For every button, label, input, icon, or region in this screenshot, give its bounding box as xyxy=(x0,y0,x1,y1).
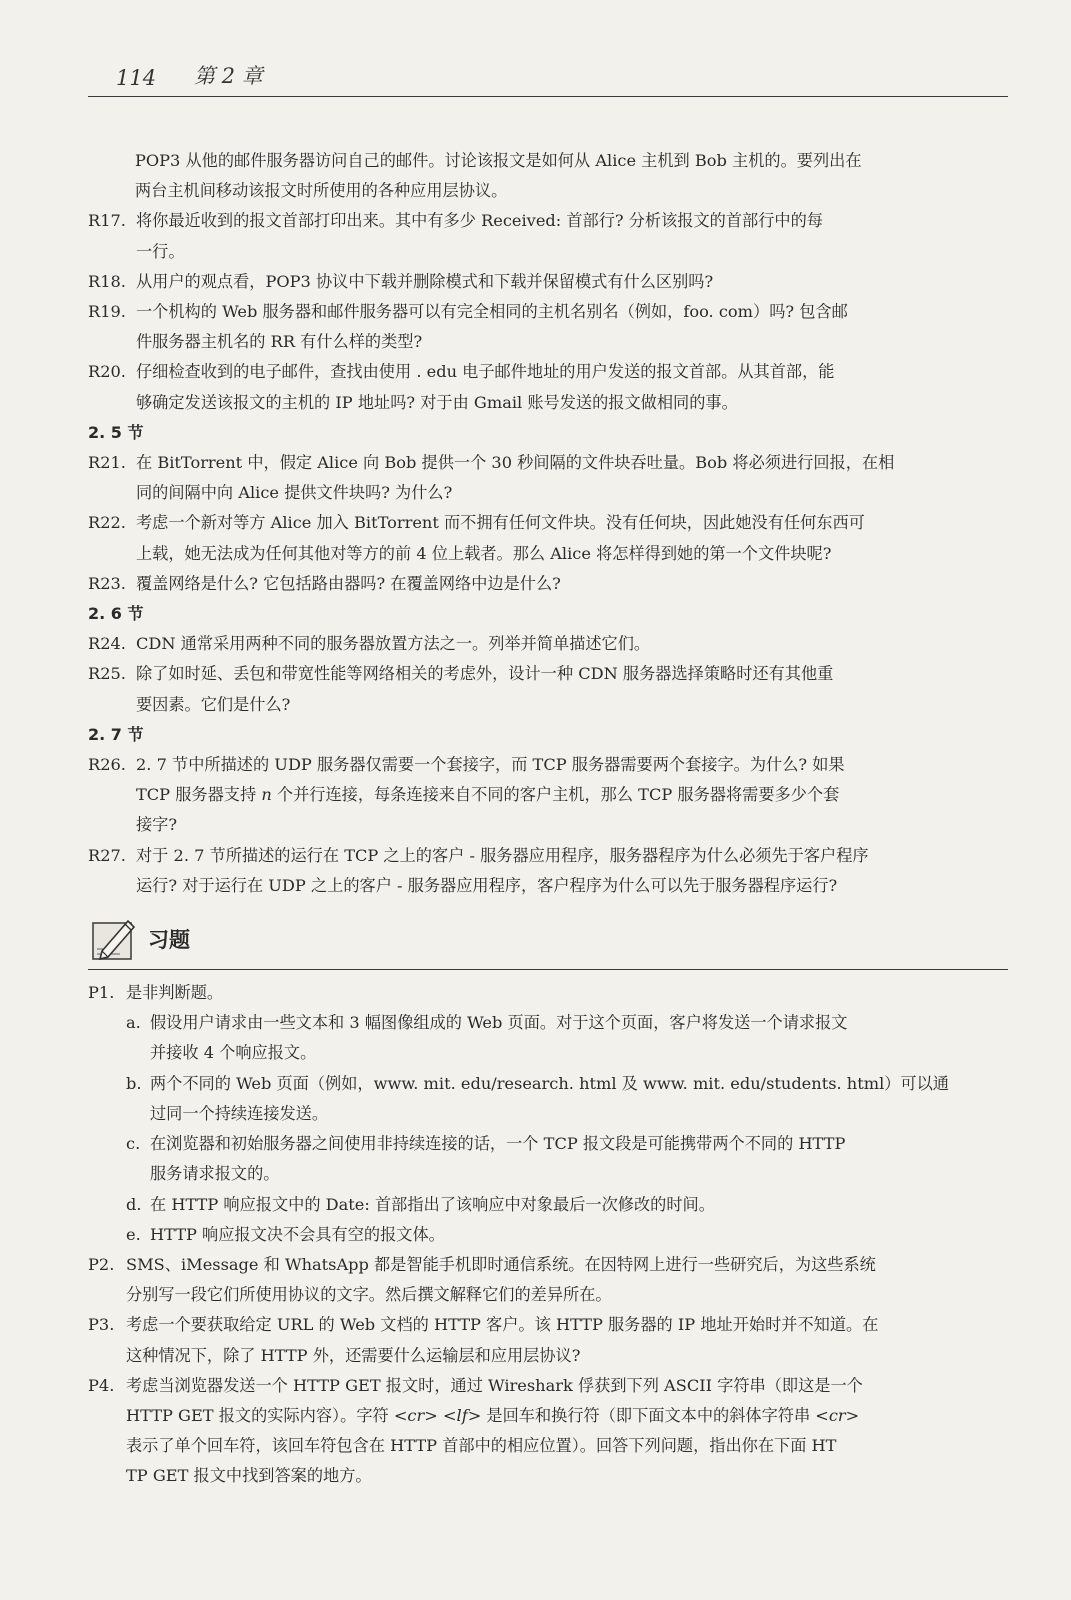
text-line: POP3 从他的邮件服务器访问自己的邮件。讨论该报文是如何从 Alice 主机到 Bob 主机的。要列出在 xyxy=(135,151,862,170)
text-line: 考虑一个要获取给定 URL 的 Web 文档的 HTTP 客户。该 HTTP 服务器的 IP 地址开始时并不知道。在 xyxy=(126,1315,879,1335)
italic-cr: cr xyxy=(828,1405,846,1425)
question-r24 xyxy=(88,629,1008,659)
text-line: HTTP 响应报文决不会具有空的报文体。 xyxy=(150,1224,445,1244)
text-segment: HTTP GET 报文的实际内容）。字符 < xyxy=(126,1405,408,1425)
text-line: 过同一个持续连接发送。 xyxy=(150,1103,329,1123)
italic-lf: lf xyxy=(456,1405,468,1425)
problem-p4 xyxy=(88,1371,1008,1492)
text-line: 件服务器主机名的 RR 有什么样的类型? xyxy=(136,332,423,352)
exercises-header xyxy=(88,915,1008,970)
text-line: 是非判断题。 xyxy=(126,983,224,1003)
text-line: 两个不同的 Web 页面（例如，www. mit. edu/research. html 及 www. mit. edu/students. html）可以通 xyxy=(150,1073,949,1093)
question-number: R27. xyxy=(88,845,126,865)
problem-p1-b xyxy=(88,1069,1008,1129)
question-r18 xyxy=(88,267,1008,297)
text-line: 这种情况下，除了 HTTP 外，还需要什么运输层和应用层协议? xyxy=(126,1345,581,1365)
text-line xyxy=(136,780,1008,810)
question-r22 xyxy=(88,508,1008,568)
text-line: 除了如时延、丢包和带宽性能等网络相关的考虑外，设计一种 CDN 服务器选择策略时还有其他重 xyxy=(136,664,834,684)
text-line: 要因素。它们是什么? xyxy=(136,694,291,714)
text-line: 两台主机间移动该报文时所使用的各种应用层协议。 xyxy=(135,181,508,201)
text-line: 运行? 对于运行在 UDP 之上的客户 - 服务器应用程序，客户程序为什么可以先于服务器程序运行? xyxy=(136,875,838,895)
problem-p1-a xyxy=(88,1008,1008,1068)
item-label: e. xyxy=(126,1224,141,1244)
text-line: 从用户的观点看，POP3 协议中下载并删除模式和下载并保留模式有什么区别吗? xyxy=(136,271,714,291)
item-label: b. xyxy=(126,1073,142,1093)
question-r19 xyxy=(88,297,1008,357)
text-line: 对于 2. 7 节所描述的运行在 TCP 之上的客户 - 服务器应用程序，服务器程序为什么必须先于客户程序 xyxy=(136,845,869,865)
text-line: SMS、iMessage 和 WhatsApp 都是智能手机即时通信系统。在因特网上进行一些研究后，为这些系统 xyxy=(126,1254,876,1274)
problem-p1-c xyxy=(88,1129,1008,1189)
italic-cr: cr xyxy=(407,1405,425,1425)
section-heading-2-6: 2. 6 节 xyxy=(88,604,144,624)
text-line: 在 BitTorrent 中，假定 Alice 向 Bob 提供一个 30 秒间隔的文件块吞吐量。Bob 将必须进行回报，在相 xyxy=(136,453,895,473)
text-line: 仔细检查收到的电子邮件，查找由使用 . edu 电子邮件地址的用户发送的报文首部。从其首部，能 xyxy=(136,362,835,382)
item-label: d. xyxy=(126,1194,142,1214)
problem-number: P2. xyxy=(88,1254,115,1274)
text-line: 够确定发送该报文的主机的 IP 地址吗? 对于由 Gmail 账号发送的报文做相同的事。 xyxy=(136,392,738,412)
problem-number: P3. xyxy=(88,1315,115,1335)
page-header xyxy=(88,58,1008,97)
text-line: 同的间隔中向 Alice 提供文件块吗? 为什么? xyxy=(136,483,453,503)
text-line: 将你最近收到的报文首部打印出来。其中有多少 Received: 首部行? 分析该报文的首部行中的每 xyxy=(136,211,823,231)
pencil-paper-icon xyxy=(90,915,138,963)
exercises-title: 习题 xyxy=(148,928,190,953)
text-line xyxy=(126,1401,1008,1431)
text-line: 在 HTTP 响应报文中的 Date: 首部指出了该响应中对象最后一次修改的时间。 xyxy=(150,1194,715,1214)
text-line: 2. 7 节中所描述的 UDP 服务器仅需要一个套接字，而 TCP 服务器需要两个套接字。为什么? 如果 xyxy=(136,755,845,775)
text-segment: TCP 服务器支持 xyxy=(136,785,262,805)
question-number: R22. xyxy=(88,513,126,533)
question-r26 xyxy=(88,750,1008,841)
text-line: 分别写一段它们所使用协议的文字。然后撰文解释它们的差异所在。 xyxy=(126,1285,612,1305)
text-line: 服务请求报文的。 xyxy=(150,1164,280,1184)
question-number: R21. xyxy=(88,453,126,473)
text-line: TP GET 报文中找到答案的地方。 xyxy=(126,1466,372,1486)
question-r17 xyxy=(88,206,1008,266)
problem-number: P4. xyxy=(88,1375,115,1395)
question-number: R19. xyxy=(88,302,126,322)
question-number: R24. xyxy=(88,634,126,654)
text-line: 上载，她无法成为任何其他对等方的前 4 位上载者。那么 Alice 将怎样得到她的第一个文件块呢? xyxy=(136,543,832,563)
text-segment: 个并行连接，每条连接来自不同的客户主机，那么 TCP 服务器将需要多少个套 xyxy=(271,785,840,805)
page-body xyxy=(88,146,1008,1492)
text-line: 考虑当浏览器发送一个 HTTP GET 报文时，通过 Wireshark 俘获到下列 ASCII 字符串（即这是一个 xyxy=(126,1375,863,1395)
problem-p1 xyxy=(88,978,1008,1008)
text-segment: > < xyxy=(424,1405,457,1425)
question-number: R17. xyxy=(88,211,126,231)
text-line: 接字? xyxy=(136,815,178,835)
question-r21 xyxy=(88,448,1008,508)
question-r23 xyxy=(88,569,1008,599)
text-line: 一行。 xyxy=(136,241,185,261)
problem-p1-e xyxy=(88,1220,1008,1250)
problem-p2 xyxy=(88,1250,1008,1310)
item-label: c. xyxy=(126,1134,141,1154)
text-line: 在浏览器和初始服务器之间使用非持续连接的话，一个 TCP 报文段是可能携带两个不同的 HTTP xyxy=(150,1134,846,1154)
text-segment: > 是回车和换行符（即下面文本中的斜体字符串 < xyxy=(467,1405,829,1425)
question-number: R25. xyxy=(88,664,126,684)
text-segment: > xyxy=(845,1405,860,1425)
text-line: 表示了单个回车符，该回车符包含在 HTTP 首部中的相应位置）。回答下列问题，指出你在下面 HT xyxy=(126,1436,837,1456)
question-number: R23. xyxy=(88,573,126,593)
question-r25 xyxy=(88,659,1008,719)
problem-p3 xyxy=(88,1310,1008,1370)
text-line: CDN 通常采用两种不同的服务器放置方法之一。列举并简单描述它们。 xyxy=(136,634,651,654)
problem-p1-d xyxy=(88,1190,1008,1220)
section-heading-2-5: 2. 5 节 xyxy=(88,422,144,442)
text-line: 覆盖网络是什么? 它包括路由器吗? 在覆盖网络中边是什么? xyxy=(136,573,561,593)
question-r27 xyxy=(88,841,1008,901)
variable-n: n xyxy=(261,785,272,805)
question-number: R20. xyxy=(88,362,126,382)
question-number: R18. xyxy=(88,271,126,291)
question-r20 xyxy=(88,357,1008,417)
text-line: 一个机构的 Web 服务器和邮件服务器可以有完全相同的主机名别名（例如，foo. com）吗? 包含邮 xyxy=(136,302,848,322)
chapter-label: 第 2 章 xyxy=(194,64,263,88)
problem-number: P1. xyxy=(88,983,115,1003)
text-line: 考虑一个新对等方 Alice 加入 BitTorrent 而不拥有任何文件块。没有任何块，因此她没有任何东西可 xyxy=(136,513,865,533)
item-label: a. xyxy=(126,1013,141,1033)
section-heading-2-7: 2. 7 节 xyxy=(88,724,144,744)
text-line: 并接收 4 个响应报文。 xyxy=(150,1043,317,1063)
intro-paragraph xyxy=(88,146,1008,206)
page-number: 114 xyxy=(116,66,157,90)
text-line: 假设用户请求由一些文本和 3 幅图像组成的 Web 页面。对于这个页面，客户将发送一个请求报文 xyxy=(150,1013,848,1033)
question-number: R26. xyxy=(88,755,126,775)
